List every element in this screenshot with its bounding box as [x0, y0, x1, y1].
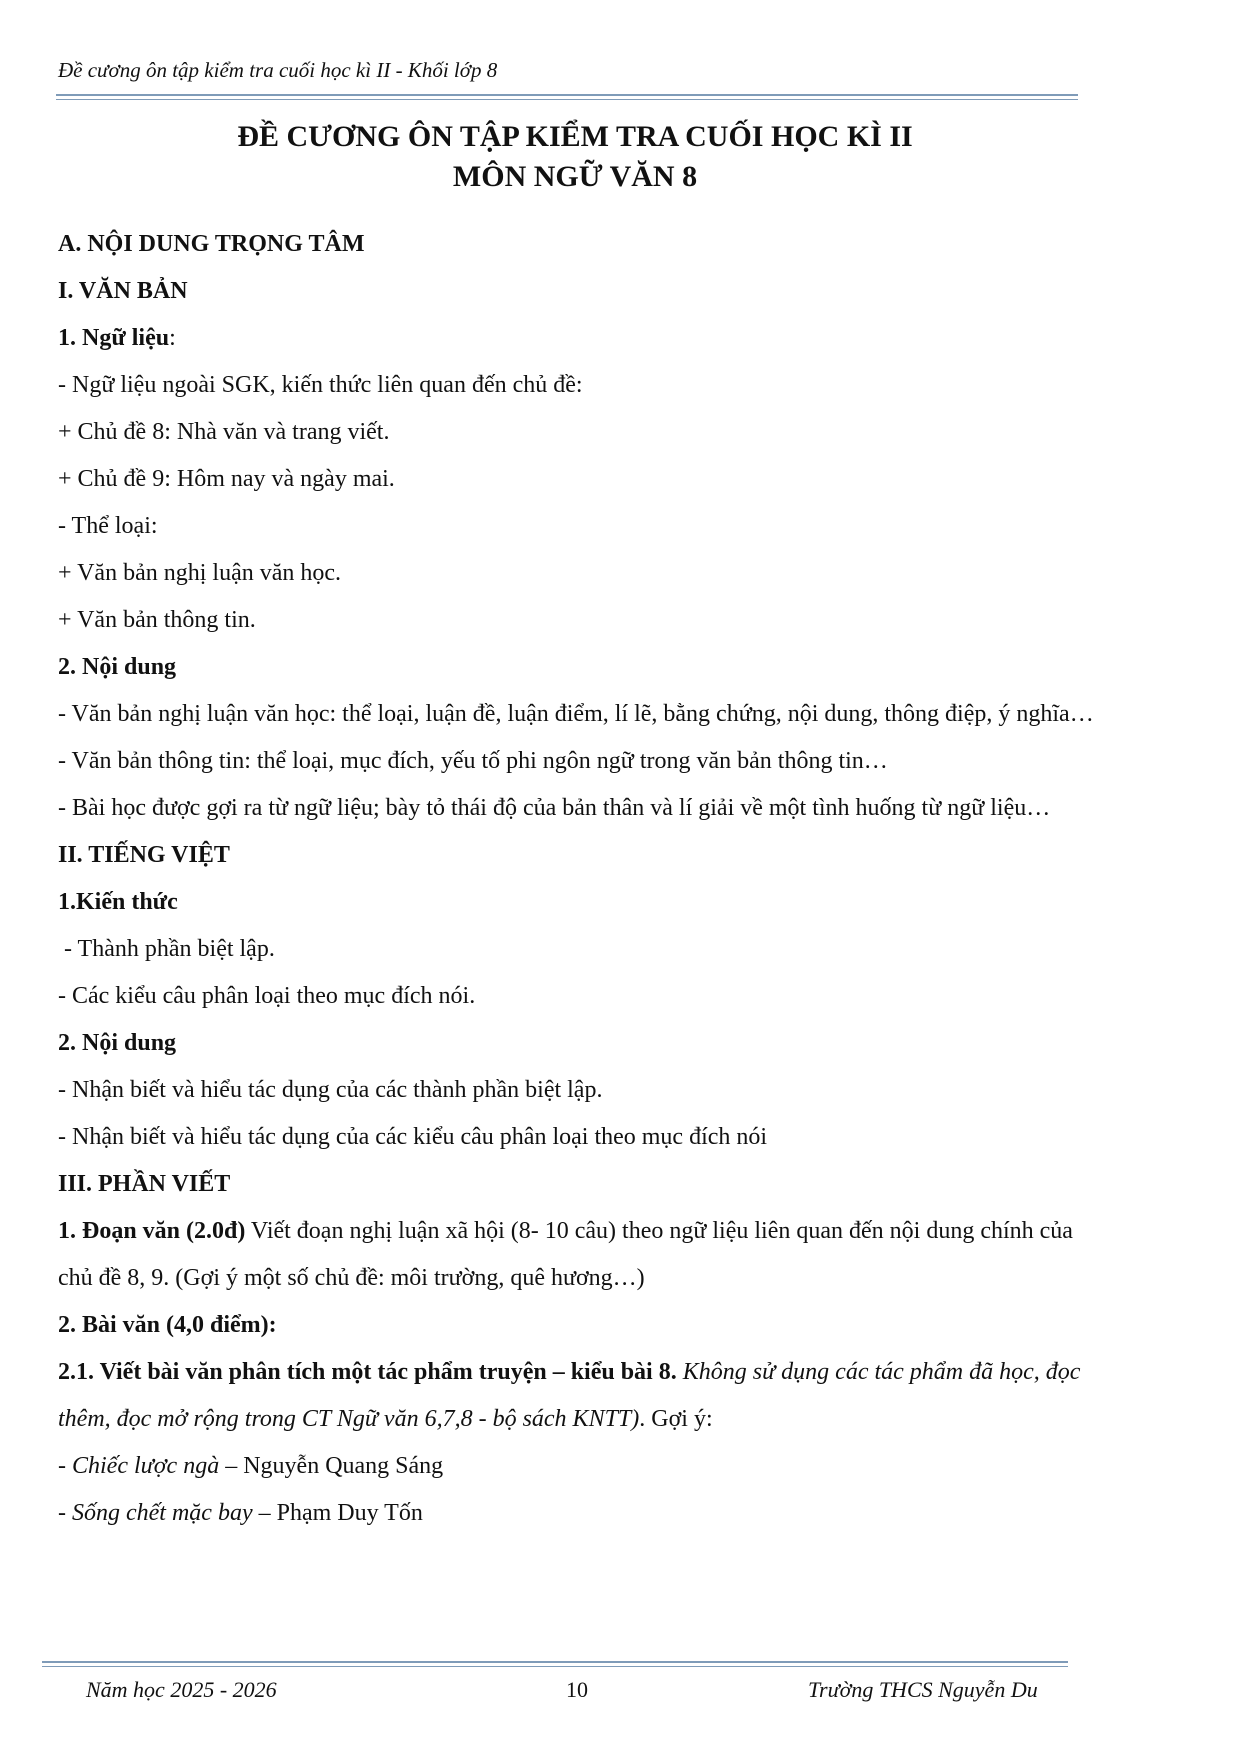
dash: -: [58, 1500, 72, 1526]
list-item: [58, 1443, 1100, 1490]
paragraph-text: Viết đoạn nghị luận xã hội (8- 10 câu) theo ngữ liệu liên quan đến nội dung chính của chủ đề 8, 9. (Gợi ý một số chủ đề: môi trường, quê hương…): [58, 1218, 1073, 1291]
footer-school-year: Năm học 2025 - 2026: [86, 1677, 277, 1702]
paragraph: [58, 1208, 1100, 1302]
paragraph-text: . Gợi ý:: [639, 1406, 713, 1432]
section-heading: I. VĂN BẢN: [58, 278, 188, 304]
note-text: Không sử dụng các tác phẩm đã học, đọc thêm, đọc mở rộng trong CT Ngữ văn 6,7,8 - bộ sách KNTT): [58, 1359, 1081, 1432]
page-number: 10: [566, 1677, 588, 1702]
paragraph: + Văn bản nghị luận văn học.: [58, 560, 342, 586]
footer-rule: [42, 1661, 1068, 1663]
work-title: Chiếc lược ngà: [72, 1453, 220, 1479]
list-item: [58, 1490, 1100, 1537]
paragraph: - Văn bản nghị luận văn học: thể loại, luận đề, luận điểm, lí lẽ, bằng chứng, nội dung, thông điệp, ý nghĩa…: [58, 701, 1094, 727]
subheading: 2. Nội dung: [58, 654, 177, 680]
subheading: [58, 315, 1100, 362]
section-heading: II. TIẾNG VIỆT: [58, 842, 230, 868]
paragraph: - Nhận biết và hiểu tác dụng của các thành phần biệt lập.: [58, 1077, 603, 1103]
inline-heading: 2.1. Viết bài văn phân tích một tác phẩm truyện – kiểu bài 8.: [58, 1359, 677, 1385]
paragraph: + Chủ đề 8: Nhà văn và trang viết.: [58, 419, 390, 445]
dash: -: [58, 1453, 72, 1479]
paragraph: + Chủ đề 9: Hôm nay và ngày mai.: [58, 466, 395, 492]
subheading: 2. Nội dung: [58, 1030, 177, 1056]
running-header: Đề cương ôn tập kiểm tra cuối học kì II - Khối lớp 8: [58, 58, 498, 82]
section-heading: III. PHẦN VIẾT: [58, 1171, 231, 1197]
footer-rule-thin: [42, 1666, 1068, 1667]
work-author: – Phạm Duy Tốn: [252, 1500, 423, 1526]
paragraph: - Nhận biết và hiểu tác dụng của các kiểu câu phân loại theo mục đích nói: [58, 1124, 768, 1150]
paragraph: [58, 1349, 1100, 1443]
document-subtitle: MÔN NGỮ VĂN 8: [452, 160, 698, 193]
paragraph: - Các kiểu câu phân loại theo mục đích nói.: [58, 983, 476, 1009]
work-title: Sống chết mặc bay: [72, 1500, 253, 1526]
header-rule: [56, 94, 1078, 96]
subheading-text: 1. Ngữ liệu: [58, 325, 170, 351]
work-author: – Nguyễn Quang Sáng: [219, 1453, 444, 1479]
colon: :: [169, 325, 176, 351]
paragraph: - Thành phần biệt lập.: [58, 936, 275, 962]
document-body: [58, 221, 1100, 1537]
section-heading: A. NỘI DUNG TRỌNG TÂM: [58, 231, 365, 257]
paragraph: + Văn bản thông tin.: [58, 607, 256, 633]
paragraph: - Ngữ liệu ngoài SGK, kiến thức liên quan đến chủ đề:: [58, 372, 583, 398]
subheading: 1.Kiến thức: [58, 889, 178, 915]
paragraph: - Văn bản thông tin: thể loại, mục đích, yếu tố phi ngôn ngữ trong văn bản thông tin…: [58, 748, 888, 774]
paragraph: - Thể loại:: [58, 513, 158, 539]
document-title: ĐỀ CƯƠNG ÔN TẬP KIỂM TRA CUỐI HỌC KÌ II: [237, 120, 913, 153]
subheading: 2. Bài văn (4,0 điểm):: [58, 1312, 277, 1338]
header-rule-thin: [56, 99, 1078, 100]
inline-heading: 1. Đoạn văn (2.0đ): [58, 1218, 246, 1244]
paragraph: - Bài học được gợi ra từ ngữ liệu; bày tỏ thái độ của bản thân và lí giải về một tình huống từ ngữ liệu…: [58, 795, 1051, 821]
footer-school: Trường THCS Nguyễn Du: [808, 1677, 1038, 1702]
